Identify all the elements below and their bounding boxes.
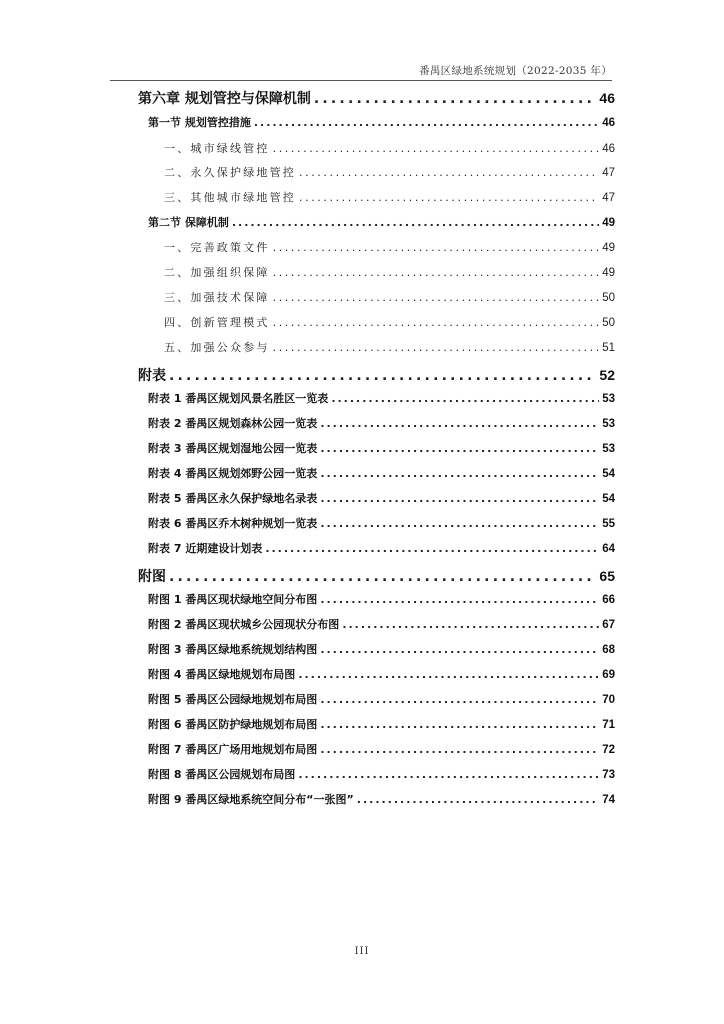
toc-entry-item[interactable] xyxy=(164,239,615,255)
toc-entry-title: 第二节 保障机制 xyxy=(148,216,229,229)
dot-leader xyxy=(342,618,599,631)
dot-leader xyxy=(314,91,597,107)
toc-entry-title: 附表 5 番禺区永久保护绿地名录表 xyxy=(148,492,318,505)
toc-entry-annex[interactable] xyxy=(148,415,615,431)
dot-leader xyxy=(357,793,599,806)
dot-leader xyxy=(273,316,600,329)
dot-leader xyxy=(298,768,599,781)
toc-entry-title: 一、完善政策文件 xyxy=(164,241,270,254)
toc-entry-page: 54 xyxy=(602,468,615,480)
toc-entry-page: 53 xyxy=(602,393,615,405)
toc-entry-item[interactable] xyxy=(164,164,615,180)
toc-entry-page: 47 xyxy=(602,167,615,179)
dot-leader xyxy=(331,392,599,405)
toc-entry-annex[interactable] xyxy=(148,440,615,456)
dot-leader xyxy=(299,191,599,204)
toc-entry-title: 附图 9 番禺区绿地系统空间分布“一张图” xyxy=(148,793,354,806)
toc-entry-page: 47 xyxy=(602,192,615,204)
toc-entry-chapter[interactable] xyxy=(138,88,615,108)
toc-entry-title: 三、其他城市绿地管控 xyxy=(164,191,296,204)
toc-entry-page: 71 xyxy=(602,719,615,731)
toc-entry-title: 附图 3 番禺区绿地系统规划结构图 xyxy=(148,643,318,656)
toc-entry-page: 49 xyxy=(602,217,615,229)
toc-entry-page: 50 xyxy=(602,317,615,329)
header-rule xyxy=(110,80,612,81)
dot-leader xyxy=(320,492,599,505)
dot-leader xyxy=(273,266,600,279)
dot-leader xyxy=(273,241,600,254)
toc-entry-title: 附图 6 番禺区防护绿地规划布局图 xyxy=(148,718,318,731)
toc-entry-section[interactable] xyxy=(148,214,615,230)
toc-entry-item[interactable] xyxy=(164,289,615,305)
toc-entry-annex[interactable] xyxy=(148,515,615,531)
dot-leader xyxy=(273,142,600,155)
toc-entry-page: 70 xyxy=(602,694,615,706)
toc-entry-page: 55 xyxy=(602,518,615,530)
toc-entry-title: 附表 1 番禺区规划风景名胜区一览表 xyxy=(148,392,329,405)
toc-entry-item[interactable] xyxy=(164,264,615,280)
dot-leader xyxy=(320,693,599,706)
toc-entry-page: 49 xyxy=(602,267,615,279)
toc-entry-item[interactable] xyxy=(164,189,615,205)
toc-entry-page: 50 xyxy=(602,292,615,304)
toc-entry-annex[interactable] xyxy=(148,741,615,757)
dot-leader xyxy=(254,116,599,129)
toc-entry-title: 第六章 规划管控与保障机制 xyxy=(138,91,311,107)
dot-leader xyxy=(320,467,599,480)
dot-leader xyxy=(320,643,599,656)
toc-entry-page: 73 xyxy=(602,769,615,781)
toc-entry-title: 二、加强组织保障 xyxy=(164,266,270,279)
toc-entry-title: 三、加强技术保障 xyxy=(164,291,270,304)
toc-entry-title: 附表 3 番禺区规划湿地公园一览表 xyxy=(148,442,318,455)
toc-entry-page: 74 xyxy=(602,794,615,806)
toc-entry-title: 附图 7 番禺区广场用地规划布局图 xyxy=(148,743,318,756)
dot-leader xyxy=(299,166,599,179)
toc-entry-title: 附图 2 番禺区现状城乡公园现状分布图 xyxy=(148,618,340,631)
toc-entry-title: 附表 4 番禺区规划郊野公园一览表 xyxy=(148,467,318,480)
toc-entry-annex[interactable] xyxy=(148,691,615,707)
toc-entry-chapter[interactable] xyxy=(138,365,615,385)
toc-entry-page: 66 xyxy=(602,594,615,606)
dot-leader xyxy=(265,542,599,555)
toc-entry-title: 附图 xyxy=(138,569,166,585)
dot-leader xyxy=(169,569,596,585)
toc-entry-title: 附表 7 近期建设计划表 xyxy=(148,542,263,555)
toc-entry-title: 附图 8 番禺区公园规划布局图 xyxy=(148,768,296,781)
dot-leader xyxy=(169,368,596,384)
toc-entry-title: 第一节 规划管控措施 xyxy=(148,116,251,129)
dot-leader xyxy=(273,341,600,354)
toc-entry-page: 53 xyxy=(602,443,615,455)
toc-entry-page: 49 xyxy=(602,242,615,254)
toc-entry-title: 附图 5 番禺区公园绿地规划布局图 xyxy=(148,693,318,706)
toc-entry-title: 附表 xyxy=(138,368,166,384)
toc-entry-item[interactable] xyxy=(164,140,615,156)
toc-entry-title: 二、永久保护绿地管控 xyxy=(164,166,296,179)
toc-entry-annex[interactable] xyxy=(148,490,615,506)
dot-leader xyxy=(273,291,600,304)
toc-entry-annex[interactable] xyxy=(148,540,615,556)
toc-entry-title: 附图 1 番禺区现状绿地空间分布图 xyxy=(148,593,318,606)
dot-leader xyxy=(320,743,599,756)
toc-entry-page: 53 xyxy=(602,418,615,430)
toc-entry-annex[interactable] xyxy=(148,465,615,481)
toc-entry-page: 46 xyxy=(599,90,615,106)
toc-entry-page: 65 xyxy=(599,568,615,584)
toc-entry-page: 68 xyxy=(602,644,615,656)
toc-entry-page: 72 xyxy=(602,744,615,756)
toc-entry-annex[interactable] xyxy=(148,390,615,406)
toc-entry-annex[interactable] xyxy=(148,791,615,807)
toc-entry-title: 附表 2 番禺区规划森林公园一览表 xyxy=(148,417,318,430)
toc-entry-annex[interactable] xyxy=(148,591,615,607)
toc-entry-annex[interactable] xyxy=(148,716,615,732)
dot-leader xyxy=(320,718,599,731)
document-header: 番禺区绿地系统规划（2022-2035 年） xyxy=(419,65,612,77)
page-number: III xyxy=(354,946,370,957)
toc-entry-page: 46 xyxy=(602,143,615,155)
dot-leader xyxy=(320,593,599,606)
dot-leader xyxy=(320,442,599,455)
toc-entry-section[interactable] xyxy=(148,114,615,130)
dot-leader xyxy=(320,517,599,530)
toc-entry-page: 54 xyxy=(602,493,615,505)
toc-entry-page: 69 xyxy=(602,669,615,681)
toc-entry-title: 五、加强公众参与 xyxy=(164,341,270,354)
toc-entry-page: 64 xyxy=(602,543,615,555)
dot-leader xyxy=(320,417,599,430)
toc-entry-title: 附图 4 番禺区绿地规划布局图 xyxy=(148,668,296,681)
toc-entry-title: 一、城市绿线管控 xyxy=(164,142,270,155)
toc-entry-item[interactable] xyxy=(164,314,615,330)
toc-entry-page: 67 xyxy=(602,619,615,631)
toc-entry-title: 附表 6 番禺区乔木树种规划一览表 xyxy=(148,517,318,530)
toc-entry-annex[interactable] xyxy=(148,766,615,782)
toc-entry-title: 四、创新管理模式 xyxy=(164,316,270,329)
toc-entry-annex[interactable] xyxy=(148,666,615,682)
toc-entry-page: 51 xyxy=(602,342,615,354)
toc-entry-annex[interactable] xyxy=(148,616,615,632)
dot-leader xyxy=(232,216,599,229)
dot-leader xyxy=(298,668,599,681)
toc-entry-page: 52 xyxy=(599,367,615,383)
toc-entry-annex[interactable] xyxy=(148,641,615,657)
toc-entry-item[interactable] xyxy=(164,339,615,355)
toc-entry-chapter[interactable] xyxy=(138,566,615,586)
toc-entry-page: 46 xyxy=(602,117,615,129)
